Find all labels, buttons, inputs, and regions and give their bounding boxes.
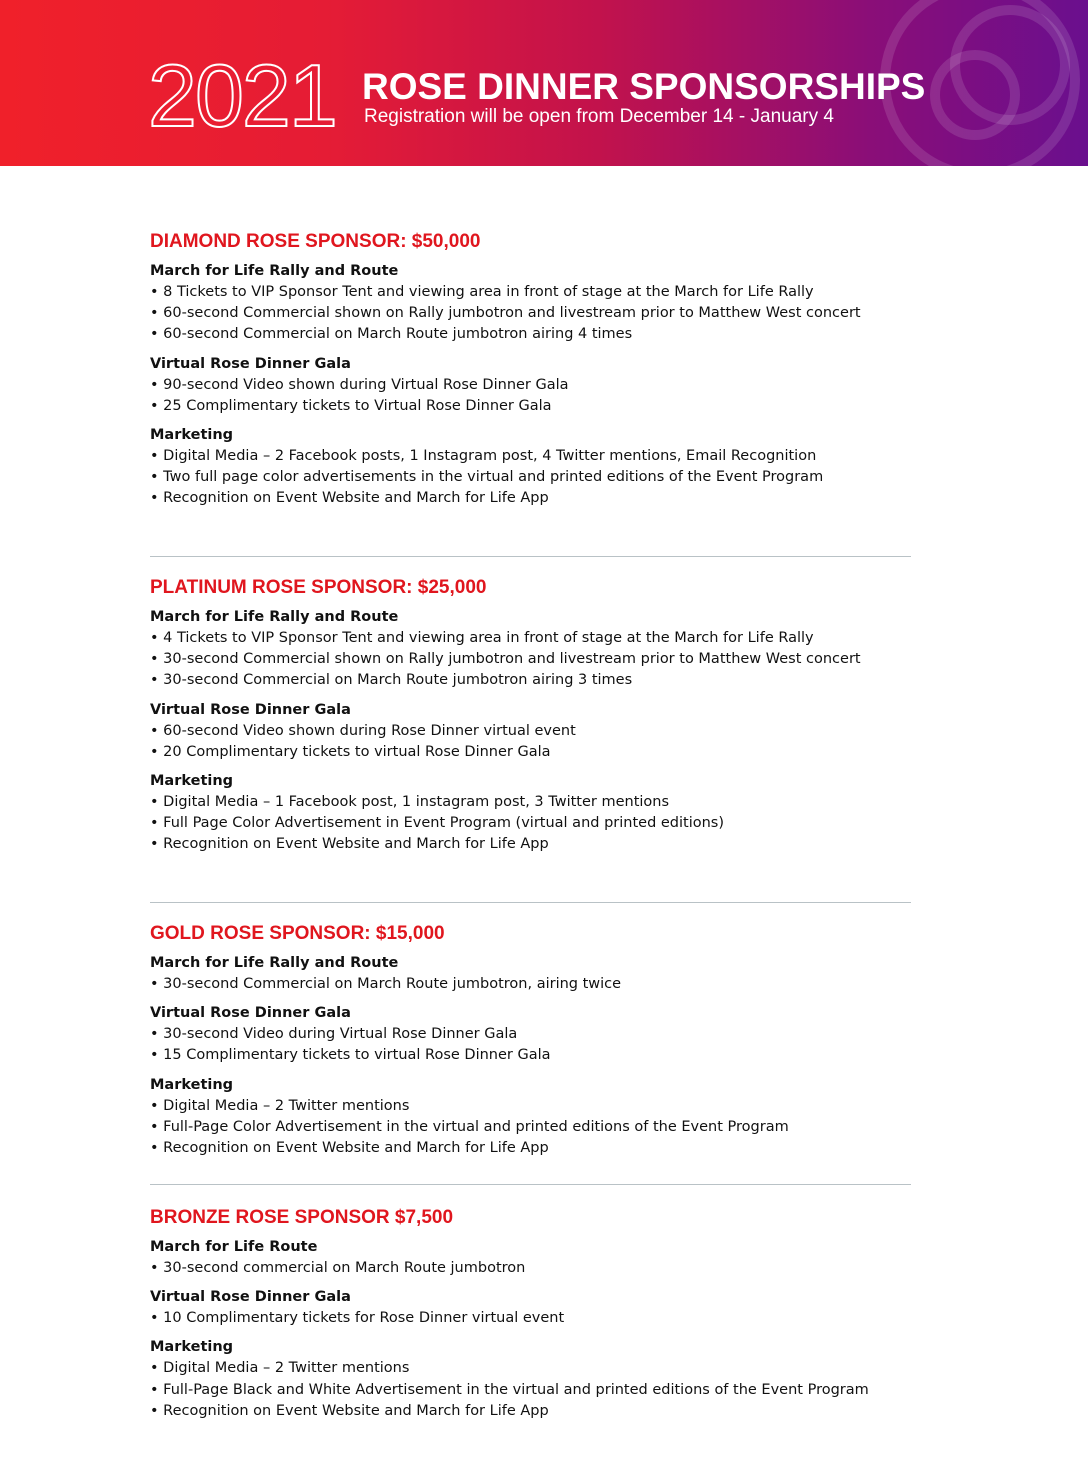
- sponsor-section-bronze: [150, 1206, 930, 1430]
- tier-title: PLATINUM ROSE SPONSOR: $25,000: [150, 577, 487, 598]
- tier-title: BRONZE ROSE SPONSOR $7,500: [150, 1207, 454, 1228]
- group-title: March for Life Rally and Route: [150, 263, 399, 279]
- benefit-item: • 30-second Commercial on March Route jumbotron, airing twice: [150, 976, 622, 992]
- group-title: Virtual Rose Dinner Gala: [150, 1005, 351, 1022]
- group-title: March for Life Rally and Route: [150, 609, 399, 625]
- registration-subtitle: Registration will be open from December 14 - January 4: [364, 106, 834, 127]
- benefit-item: • Digital Media – 2 Twitter mentions: [150, 1360, 410, 1377]
- benefit-item: • Digital Media – 2 Facebook posts, 1 Instagram post, 4 Twitter mentions, Email Recognition: [150, 448, 817, 465]
- group-title: Virtual Rose Dinner Gala: [150, 701, 351, 718]
- sponsor-section-platinum: [150, 576, 930, 864]
- benefit-item: • 25 Complimentary tickets to Virtual Rose Dinner Gala: [150, 397, 552, 414]
- benefit-group: [150, 1237, 930, 1279]
- benefit-group: [150, 261, 930, 346]
- group-title: Marketing: [150, 1076, 234, 1093]
- header-banner: [0, 0, 1088, 166]
- benefit-item: • 60-second Video shown during Rose Dinner virtual event: [150, 722, 576, 739]
- benefit-group: [150, 700, 930, 763]
- benefit-item: • 30-second commercial on March Route jumbotron: [150, 1260, 526, 1276]
- benefit-item: • 60-second Commercial shown on Rally jumbotron and livestream prior to Matthew West concert: [150, 305, 861, 322]
- benefit-item: • Recognition on Event Website and March for Life App: [150, 836, 549, 853]
- benefit-item: • 30-second Video during Virtual Rose Dinner Gala: [150, 1026, 518, 1043]
- benefit-item: • 30-second Commercial on March Route jumbotron airing 3 times: [150, 672, 633, 689]
- sponsor-section-gold: [150, 922, 930, 1167]
- benefit-item: • 10 Complimentary tickets for Rose Dinner virtual event: [150, 1310, 565, 1327]
- group-title: Virtual Rose Dinner Gala: [150, 1289, 351, 1306]
- tier-title: GOLD ROSE SPONSOR: $15,000: [150, 923, 445, 944]
- benefit-item: • Recognition on Event Website and March for Life App: [150, 490, 549, 507]
- benefit-item: • Two full page color advertisements in the virtual and printed editions of the Event Program: [150, 469, 824, 486]
- benefit-group: [150, 1337, 930, 1422]
- benefit-group: [150, 1287, 930, 1329]
- section-divider: [150, 556, 911, 557]
- benefit-item: • Full Page Color Advertisement in Event Program (virtual and printed editions): [150, 815, 725, 832]
- benefit-item: • Full-Page Color Advertisement in the virtual and printed editions of the Event Program: [150, 1118, 789, 1135]
- benefit-item: • 20 Complimentary tickets to virtual Rose Dinner Gala: [150, 743, 551, 760]
- group-title: March for Life Rally and Route: [150, 955, 399, 971]
- benefit-item: • 15 Complimentary tickets to virtual Rose Dinner Gala: [150, 1047, 551, 1064]
- group-title: Marketing: [150, 1339, 234, 1356]
- benefit-group: [150, 607, 930, 692]
- group-title: March for Life Route: [150, 1239, 318, 1255]
- benefit-group: [150, 1003, 930, 1066]
- benefit-item: • 30-second Commercial shown on Rally jumbotron and livestream prior to Matthew West concert: [150, 651, 861, 668]
- benefit-item: • Recognition on Event Website and March for Life App: [150, 1140, 549, 1157]
- section-divider: [150, 902, 911, 903]
- benefit-item: • 90-second Video shown during Virtual Rose Dinner Gala: [150, 376, 569, 393]
- section-divider: [150, 1184, 911, 1185]
- benefit-item: • 8 Tickets to VIP Sponsor Tent and viewing area in front of stage at the March for Life Rally: [150, 284, 814, 300]
- benefit-item: • 60-second Commercial on March Route jumbotron airing 4 times: [150, 326, 633, 343]
- benefit-group: [150, 771, 930, 856]
- group-title: Virtual Rose Dinner Gala: [150, 355, 351, 372]
- benefit-item: • Full-Page Black and White Advertisement in the virtual and printed editions of the Event Program: [150, 1381, 869, 1398]
- benefit-item: • Digital Media – 2 Twitter mentions: [150, 1097, 410, 1114]
- year-outline: 2021: [148, 46, 336, 145]
- benefit-item: • 4 Tickets to VIP Sponsor Tent and viewing area in front of stage at the March for Life Rally: [150, 630, 814, 646]
- benefit-group: [150, 1075, 930, 1160]
- group-title: Marketing: [150, 427, 234, 444]
- benefit-group: [150, 953, 930, 995]
- group-title: Marketing: [150, 773, 234, 790]
- sponsor-section-diamond: [150, 230, 930, 518]
- page-title: ROSE DINNER SPONSORSHIPS: [362, 66, 926, 107]
- benefit-group: [150, 354, 930, 417]
- benefit-item: • Recognition on Event Website and March for Life App: [150, 1402, 549, 1419]
- tier-title: DIAMOND ROSE SPONSOR: $50,000: [150, 231, 481, 252]
- benefit-item: • Digital Media – 1 Facebook post, 1 instagram post, 3 Twitter mentions: [150, 794, 670, 811]
- benefit-group: [150, 425, 930, 510]
